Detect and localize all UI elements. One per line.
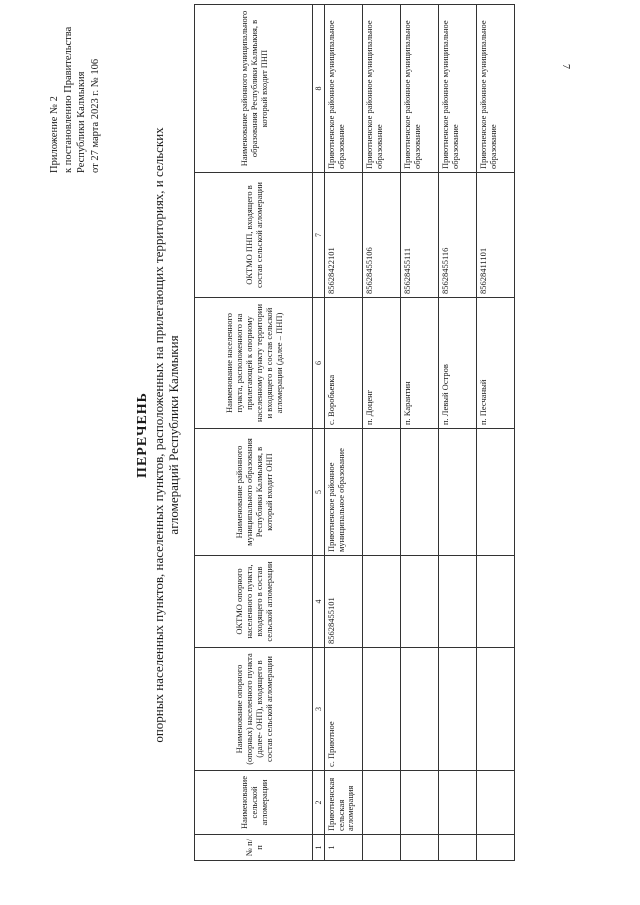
table-cell: Приютненское районное муниципальное образование (439, 5, 477, 173)
column-header: Наименование сельской агломерации (195, 771, 313, 835)
table-cell: 85628455116 (439, 173, 477, 298)
appendix-line: от 27 марта 2023 г. № 106 (89, 58, 101, 173)
column-number-row (313, 5, 325, 861)
table-cell (401, 835, 439, 861)
table-cell: 85628455111 (401, 173, 439, 298)
table-cell: п. Доценг (363, 298, 401, 429)
title-line: агломераций Республики Калмыкия (166, 335, 181, 535)
table-row (477, 5, 515, 861)
table-cell: Приютненское районное муниципальное образование (401, 5, 439, 173)
table-row (401, 5, 439, 861)
agglomeration-table (194, 4, 515, 861)
table-cell (363, 771, 401, 835)
table-cell (401, 556, 439, 648)
column-number: 6 (313, 298, 325, 429)
column-number: 8 (313, 5, 325, 173)
table-cell: Приютненское районное муниципальное образование (363, 5, 401, 173)
column-header: ОКТМО ПНП, входящего в состав сельской агломерации (195, 173, 313, 298)
table-cell (439, 429, 477, 556)
title-line: опорных населенных пунктов, населенных пунктов, расположенных на прилегающих территориях, и сельских (151, 127, 166, 743)
table-cell (363, 556, 401, 648)
table-cell: Приютненское районное муниципальное образование (477, 5, 515, 173)
table-cell (401, 771, 439, 835)
column-header: Наименование районного муниципального образования Республики Калмыкия, в который входит ОНП (195, 429, 313, 556)
table-cell: с. Воробьевка (325, 298, 363, 429)
appendix-line: к постановлению Правительства (62, 26, 74, 173)
table-cell: 85628455106 (363, 173, 401, 298)
column-header: № п/п (195, 835, 313, 861)
table-cell: п. Песчаный (477, 298, 515, 429)
table-cell: 85628455101 (325, 556, 363, 648)
table-cell: 85628411101 (477, 173, 515, 298)
table-cell (439, 556, 477, 648)
table-cell (439, 771, 477, 835)
table-cell (477, 835, 515, 861)
table-cell (477, 556, 515, 648)
column-number: 7 (313, 173, 325, 298)
table-cell (401, 429, 439, 556)
table-row (439, 5, 477, 861)
column-header: Наименование районного муниципального образования Республики Калмыкия, в который входит ПНП (195, 5, 313, 173)
title-heading: ПЕРЕЧЕНЬ (135, 392, 150, 478)
table-cell (439, 648, 477, 771)
table-cell (363, 835, 401, 861)
column-header: ОКТМО опорного населенного пункта, входящего в состав сельской агломерации (195, 556, 313, 648)
document-title (134, 5, 181, 865)
table-cell: Приютненская сельская агломерация (325, 771, 363, 835)
table-cell: п. Карантин (401, 298, 439, 429)
column-number: 1 (313, 835, 325, 861)
table-cell (401, 648, 439, 771)
table-cell: 1 (325, 835, 363, 861)
appendix-line: Республики Калмыкия (76, 71, 87, 173)
appendix-note (48, 3, 102, 173)
table-row (325, 5, 363, 861)
column-header: Наименование населенного пункта, расположенного на прилегающей к опорному населенному пункту территории и входящего в состав сельской агломерации (далее – ПНП) (195, 298, 313, 429)
table-cell: 85628422101 (325, 173, 363, 298)
table-cell (363, 429, 401, 556)
column-number: 2 (313, 771, 325, 835)
table-cell: Приютненское районное муниципальное образование (325, 429, 363, 556)
table-cell: с. Приютное (325, 648, 363, 771)
table-cell: Приютненское районное муниципальное образование (325, 5, 363, 173)
table-cell (477, 429, 515, 556)
page-number: 7 (560, 64, 571, 69)
table-cell (477, 771, 515, 835)
table-cell (439, 835, 477, 861)
column-number: 3 (313, 648, 325, 771)
table-cell: п. Левый Остров (439, 298, 477, 429)
table-row (363, 5, 401, 861)
appendix-line: Приложение № 2 (49, 96, 60, 173)
column-header: Наименование опорного (опорных) населенного пункта (далее- ОНП), входящего в состав сельской агломерации (195, 648, 313, 771)
table-cell (363, 648, 401, 771)
column-number: 5 (313, 429, 325, 556)
column-number: 4 (313, 556, 325, 648)
table-cell (477, 648, 515, 771)
